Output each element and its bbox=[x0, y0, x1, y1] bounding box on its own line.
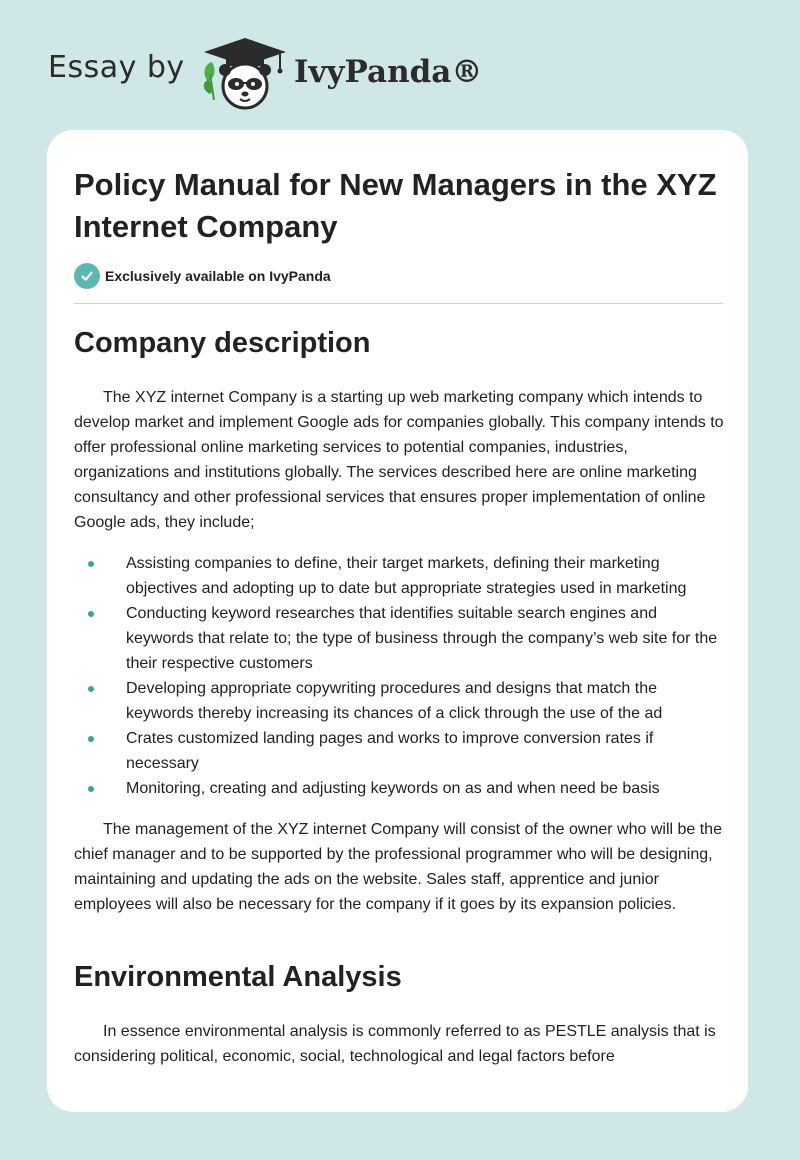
badge-text: Exclusively available on IvyPanda bbox=[105, 268, 331, 284]
paragraph: The XYZ internet Company is a starting up web marketing company which intends to develop market and implement Google ads for companies globally. This company intends to offer professional online marketing services to potential companies, industries, organizations and institutions globally. The services described here are online marketing consultancy and other professional services that ensures proper implementation of online Google ads, they include; bbox=[74, 389, 724, 531]
brand-prefix: Essay by bbox=[48, 50, 185, 85]
article-card bbox=[47, 130, 748, 1112]
list-item: Monitoring, creating and adjusting keywords on as and when need be basis bbox=[74, 776, 724, 801]
site-header bbox=[0, 0, 800, 130]
bullet-icon bbox=[88, 561, 94, 567]
list-item: Crates customized landing pages and works to improve conversion rates if necessary bbox=[74, 726, 724, 776]
bullet-icon bbox=[88, 611, 94, 617]
list-item: Developing appropriate copywriting procedures and designs that match the keywords thereby increasing its chances of a click through the use of the ad bbox=[74, 676, 724, 726]
services-list bbox=[74, 551, 724, 801]
divider bbox=[74, 303, 723, 304]
paragraph: The management of the XYZ internet Company will consist of the owner who will be the chief manager and to be supported by the professional programmer who will be designing, maintaining and updating the ads on the website. Sales staff, apprentice and junior employees will also be necessary for the company if it goes by its expansion policies. bbox=[74, 821, 722, 913]
section-heading: Environmental Analysis bbox=[74, 961, 402, 993]
bullet-icon bbox=[88, 786, 94, 792]
list-item: Assisting companies to define, their target markets, defining their marketing objectives and adopting up to date but appropriate strategies used in marketing bbox=[74, 551, 724, 601]
brand-name[interactable]: IvyPanda® bbox=[294, 54, 483, 90]
check-icon bbox=[74, 263, 100, 289]
list-item: Conducting keyword researches that identifies suitable search engines and keywords that relate to; the type of business through the company’s web site for the their respective customers bbox=[74, 601, 724, 676]
page-title: Policy Manual for New Managers in the XYZ Internet Company bbox=[74, 167, 717, 244]
paragraph: In essence environmental analysis is commonly referred to as PESTLE analysis that is considering political, economic, social, technological and legal factors before bbox=[74, 1023, 716, 1065]
exclusive-badge bbox=[74, 263, 331, 289]
section-heading: Company description bbox=[74, 327, 371, 359]
panda-graduate-icon[interactable] bbox=[200, 34, 290, 110]
bullet-icon bbox=[88, 686, 94, 692]
bullet-icon bbox=[88, 736, 94, 742]
